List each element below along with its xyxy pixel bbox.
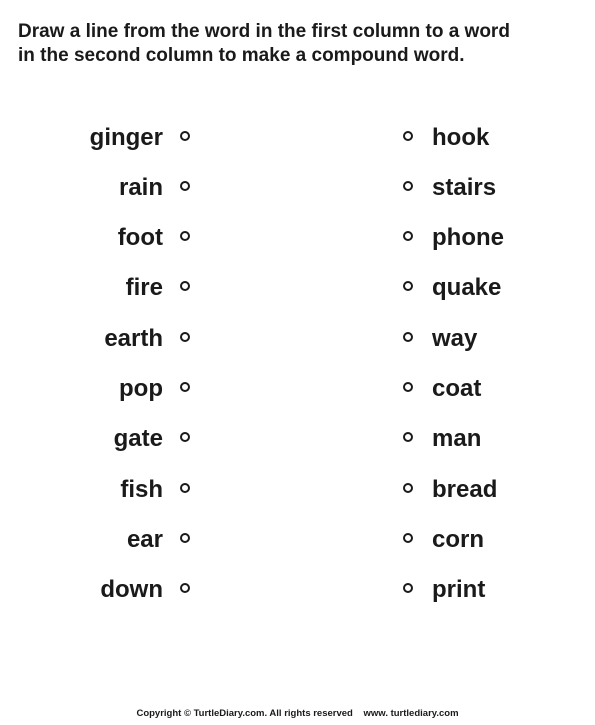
right-word: quake (432, 274, 502, 301)
left-connector-dot[interactable] (180, 382, 190, 392)
left-connector-dot[interactable] (180, 432, 190, 442)
pair-row-6 (0, 374, 595, 404)
site-url: www. turtlediary.com (363, 708, 459, 719)
right-connector-dot[interactable] (403, 432, 413, 442)
left-word: ear (126, 526, 163, 553)
left-connector-dot[interactable] (180, 332, 190, 342)
instructions-line-1: Draw a line from the word in the first column to a word (18, 21, 510, 42)
left-word: earth (104, 325, 163, 352)
left-word: down (100, 576, 163, 603)
right-connector-dot[interactable] (403, 332, 413, 342)
pair-row-10 (0, 575, 595, 605)
instructions (18, 20, 588, 68)
footer (0, 708, 595, 719)
right-connector-dot[interactable] (403, 533, 413, 543)
right-word: bread (432, 476, 498, 503)
left-connector-dot[interactable] (180, 231, 190, 241)
left-connector-dot[interactable] (180, 131, 190, 141)
right-word: coat (432, 375, 482, 402)
left-connector-dot[interactable] (180, 483, 190, 493)
pair-row-1 (0, 123, 595, 153)
right-word: hook (432, 124, 490, 151)
right-word: way (432, 325, 478, 352)
left-word: pop (119, 375, 163, 402)
left-word: gate (113, 425, 163, 452)
left-word: rain (118, 174, 163, 201)
left-word: ginger (89, 124, 163, 151)
right-word: phone (432, 224, 504, 251)
left-word: foot (117, 224, 163, 251)
left-connector-dot[interactable] (180, 181, 190, 191)
pair-row-8 (0, 475, 595, 505)
pair-row-9 (0, 525, 595, 555)
right-word: stairs (432, 174, 497, 201)
pair-row-5 (0, 324, 595, 354)
right-word: corn (432, 526, 485, 553)
right-connector-dot[interactable] (403, 181, 413, 191)
pair-row-4 (0, 273, 595, 303)
left-connector-dot[interactable] (180, 583, 190, 593)
left-word: fish (120, 476, 163, 503)
left-word: fire (125, 274, 163, 301)
right-connector-dot[interactable] (403, 382, 413, 392)
right-connector-dot[interactable] (403, 583, 413, 593)
left-connector-dot[interactable] (180, 281, 190, 291)
right-connector-dot[interactable] (403, 483, 413, 493)
right-connector-dot[interactable] (403, 281, 413, 291)
right-word: man (432, 425, 482, 452)
right-connector-dot[interactable] (403, 131, 413, 141)
right-connector-dot[interactable] (403, 231, 413, 241)
pair-row-2 (0, 173, 595, 203)
left-connector-dot[interactable] (180, 533, 190, 543)
copyright-text: Copyright © TurtleDiary.com. All rights reserved (136, 708, 353, 719)
pair-row-7 (0, 424, 595, 454)
instructions-line-2: in the second column to make a compound word. (18, 45, 465, 66)
pair-row-3 (0, 223, 595, 253)
right-word: print (432, 576, 486, 603)
